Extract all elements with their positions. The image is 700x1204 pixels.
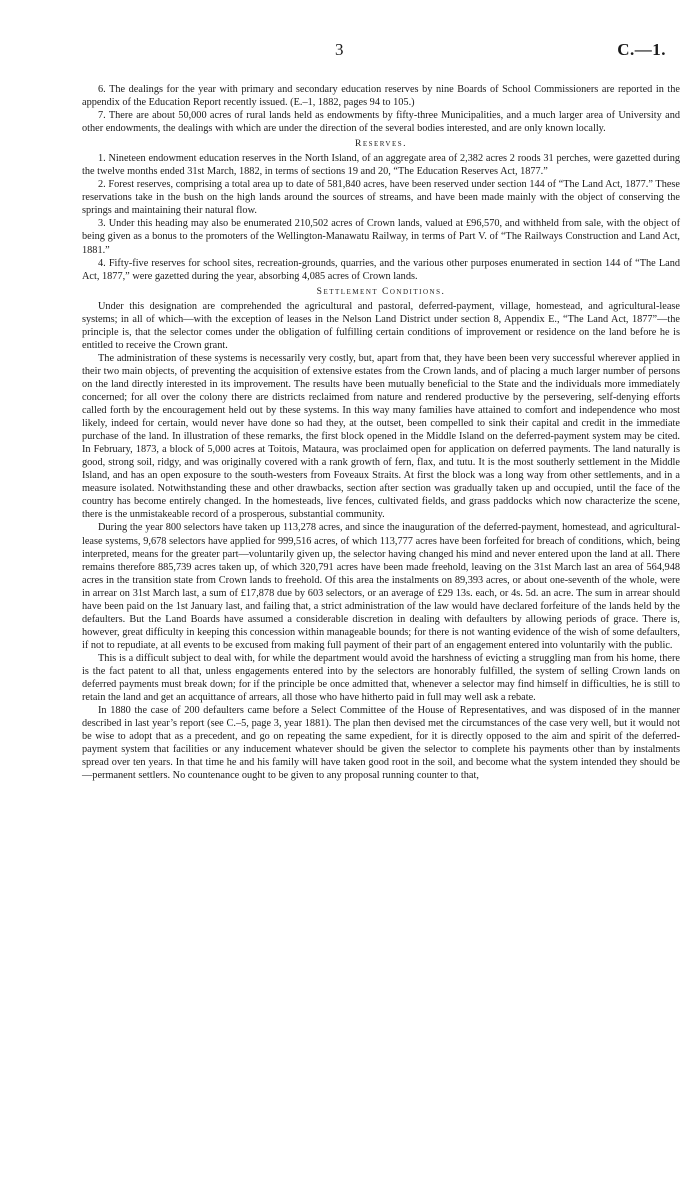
paragraph-reserves-1: 1. Nineteen endowment education reserves in the North Island, of an aggregate area of 2,382 acres 2 roods 31 perches, were gazetted during the twelve months ended 31st March, 1882, in terms of sections 19 and 20, “The Education Reserves Act, 1877.” — [82, 153, 680, 178]
paragraph-settlement-4: This is a difficult subject to deal with, for while the department would avoid the harshness of evicting a struggling man from his home, there is the fact patent to all that, unless engagements entered into by the selectors are honorably fulfilled, the system of selling Crown lands on deferred payments must break down; for if the principle be once admitted that, whenever a selector may find himself in difficulties, he is still to retain the land and get an acquittance of arrears, all those who have hitherto paid in full may well ask a rebate. — [82, 652, 680, 704]
section-heading-reserves: Reserves. — [355, 139, 407, 150]
paragraph-intro-6: 6. The dealings for the year with primary and secondary education reserves by nine Boards of School Commissioners are reported in the appendix of the Education Report recently issued. (E.–1, 1882, pages 94 to 105.) — [82, 84, 680, 109]
page-header — [0, 40, 700, 64]
paragraph-settlement-3: During the year 800 selectors have taken up 113,278 acres, and since the inauguration of the deferred-payment, homestead, and agricultural-lease systems, 9,678 selectors have applied for 999,516 acres, of which 113,777 acres have been forfeited for breach of conditions, which, being interpreted, means for the greater part—voluntarily given up, the selector having changed his mind and never entered upon the land at all. There remains therefore 885,739 acres taken up, of which 320,791 acres have been made freehold, leaving on the 31st March last an area of 564,948 acres in the transition state from Crown lands to freehold. Of this area the instalments on 89,393 acres, or about one-seventh of the whole, were in arrear on 31st March last, a sum of £17,878 due by 603 selectors, or an average of £29 13s. each, or 4s. 5d. an acre. The sum in arrear should have been paid on the 1st January last, and failing that, a strict administration of the law would have declared forfeiture of the lands held by the defaulters. But the Land Boards have assumed a considerable discretion in dealing with defaulters by allowing periods of grace. There is, however, great difficulty in keeping this concession within manageable bounds; for there is not wanting evidence of the wish of some defaulters, if not to repudiate, at all events to be excused from making full payment of their part of an engagement entered into voluntarily with the public. — [82, 522, 680, 651]
document-reference: C.—1. — [617, 40, 666, 59]
paragraph-reserves-2: 2. Forest reserves, comprising a total area up to date of 581,840 acres, have been reserved under section 144 of “The Land Act, 1877.” These reservations take in the bush on the high lands around the sources of streams, and have been made mainly with the object of conserving the springs and maintaining their natural flow. — [82, 179, 680, 217]
paragraph-reserves-3: 3. Under this heading may also be enumerated 210,502 acres of Crown lands, valued at £96,570, and withheld from sale, with the object of being given as a bonus to the promoters of the Wellington-Manawatu Railway, in terms of Part V. of “The Railways Construction and Land Act, 1881.” — [82, 218, 680, 256]
paragraph-intro-7: 7. There are about 50,000 acres of rural lands held as endowments by fifty-three Municipalities, and a much larger area of University and other endowments, the dealings with which are under the direction of the several bodies interested, and are only known locally. — [82, 110, 680, 135]
page-number: 3 — [335, 40, 344, 59]
paragraph-settlement-1: Under this designation are comprehended the agricultural and pastoral, deferred-payment, village, homestead, and agricultural-lease systems; in all of which—with the exception of leases in the Nelson Land District under section 8, Appendix E., “The Land Act, 1877”—the principle is, that the selector comes under the obligation of fulfilling certain conditions of improvement or residence on the land before he is entitled to receive the Crown grant. — [82, 300, 680, 351]
body-text — [82, 83, 680, 782]
paragraph-settlement-2: The administration of these systems is necessarily very costly, but, apart from that, they have been been very successful wherever applied in their two main objects, of preventing the acquisition of extensive estates from the Crown lands, and of placing a much larger number of persons on the land directly interested in its improvement. The results have been mutually beneficial to the State and the individuals more immediately concerned; for all over the colony there are districts reclaimed from nature and rendered productive by the persevering, self-denying efforts called forth by the encouragement held out by these systems. In this way many families have attained to comfort and independence who most likely, indeed for certain, would never have done so had they, at the outset, been compelled to sink their capital and credit in the immediate purchase of the land. In illustration of these remarks, the first block opened in the Middle Island on the deferred-payment system may be cited. In February, 1873, a block of 5,000 acres at Toitois, Mataura, was proclaimed open for application on deferred payments. The land naturally is good, strong soil, ridgy, and was originally covered with a rank growth of fern, flax, and tutu. It is the most southerly settlement in the Middle Island, and has an open exposure to the south-westers from Foveaux Straits. At first the block was a long way from other settlements, and in a measure isolated. Notwithstanding these and other drawbacks, section after section was gradually taken up and occupied, until the face of the country has become entirely changed. In the homesteads, live fences, cultivated fields, and grass paddocks which now characterize the scene, there is the unmistakeable record of a prosperous, substantial community. — [82, 352, 680, 521]
paragraph-settlement-5: In 1880 the case of 200 defaulters came before a Select Committee of the House of Representatives, and was disposed of in the manner described in last year’s report (see C.–5, page 3, year 1881). The plan then devised met the circumstances of the case very well, but it would not be wise to adopt that as a precedent, and go on repeating the same expedient, for it is directly opposed to the aim and spirit of the deferred-payment system that facilities or any inducement whatever should be given the selector to complete his payments other than by instalments spread over ten years. In that time he and his family will have taken good root in the soil, and become what the system intended they should be—permanent settlers. No countenance ought to be given to any proposal running counter to that, — [82, 705, 680, 782]
section-heading-settlement-conditions: Settlement Conditions. — [316, 286, 446, 297]
paragraph-reserves-4: 4. Fifty-five reserves for school sites, recreation-grounds, quarries, and the various other purposes enumerated in section 144 of “The Land Act, 1877,” were gazetted during the year, absorbing 4,085 acres of Crown lands. — [82, 257, 680, 282]
